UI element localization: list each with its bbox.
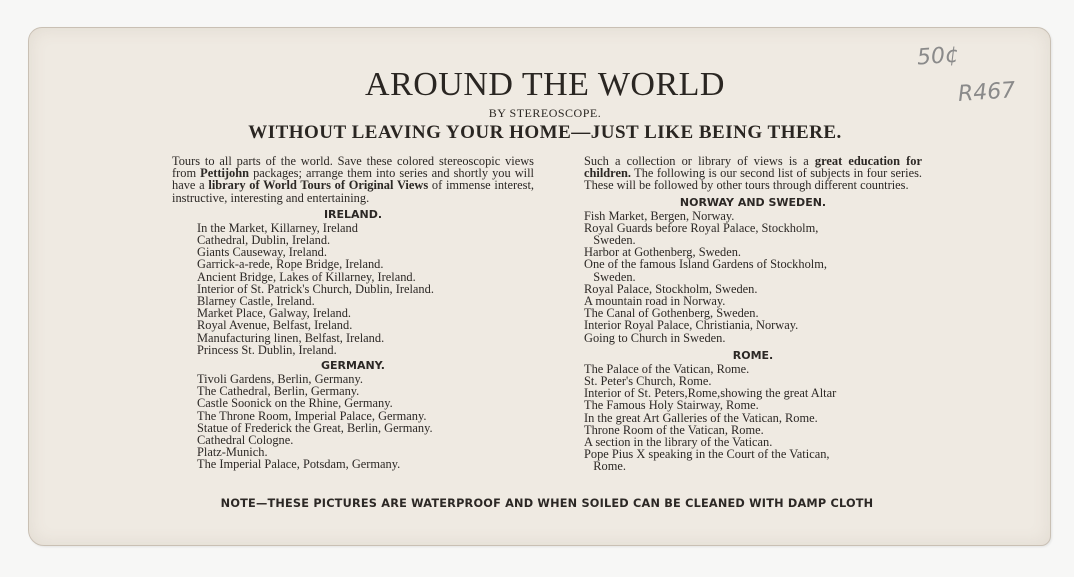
list-item: Sweden. [584, 269, 636, 284]
list-item: Castle Soonick on the Rhine, Germany. [197, 396, 393, 411]
rome-list [584, 363, 922, 473]
list-item: Interior of St. Patrick's Church, Dublin, Ireland. [197, 281, 434, 296]
list-item: Interior Royal Palace, Christiania, Norway. [584, 318, 799, 333]
list-item: Cathedral Cologne. [197, 433, 294, 448]
intro-paragraph-right [584, 155, 922, 192]
list-item: Rome. [584, 459, 626, 474]
list-item: The Imperial Palace, Potsdam, Germany. [197, 457, 401, 472]
list-item: Ancient Bridge, Lakes of Killarney, Ireland. [197, 269, 416, 284]
list-item: Harbor at Gothenberg, Sweden. [584, 245, 742, 260]
intro-left-bold-2: library of World Tours of Original Views [208, 178, 429, 193]
pencil-price-note: 50¢ [916, 42, 960, 71]
card-tagline: WITHOUT LEAVING YOUR HOME—JUST LIKE BEING THERE. [248, 122, 842, 143]
section-heading-germany: GERMANY. [320, 359, 385, 373]
card-title: AROUND THE WORLD [365, 66, 725, 103]
card-subtitle: BY STEREOSCOPE. [488, 106, 602, 120]
list-item: Sweden. [584, 233, 636, 248]
list-item: Throne Room of the Vatican, Rome. [584, 422, 764, 437]
intro-left-text-1: Tours to all parts of the world. Save these colored stereoscopic views from [172, 154, 534, 181]
list-item: Pope Pius X speaking in the Court of the Vatican, [584, 447, 830, 462]
list-item: Blarney Castle, Ireland. [197, 294, 315, 309]
list-item: A mountain road in Norway. [584, 294, 726, 309]
list-item: Platz-Munich. [197, 445, 268, 460]
list-item: Royal Avenue, Belfast, Ireland. [197, 318, 353, 333]
list-item: Royal Guards before Royal Palace, Stockholm, [584, 220, 819, 235]
list-item: One of the famous Island Gardens of Stockholm, [584, 257, 827, 272]
intro-right-text-1: Such a collection or library of views is a [584, 154, 815, 168]
list-item: St. Peter's Church, Rome. [584, 374, 712, 389]
intro-left-bold-1: Pettijohn [200, 166, 250, 181]
section-heading-ireland: IRELAND. [323, 207, 383, 221]
germany-list [197, 373, 534, 471]
intro-right-text-2: The following is our second list of subjects in four series. These will be followed by other tours through different countries. [584, 166, 922, 193]
list-item: Cathedral, Dublin, Ireland. [197, 233, 331, 248]
list-item: Royal Palace, Stockholm, Sweden. [584, 281, 758, 296]
list-item: Manufacturing linen, Belfast, Ireland. [197, 330, 385, 345]
list-item: The Famous Holy Stairway, Rome. [584, 398, 759, 413]
section-heading-norway-sweden: NORWAY AND SWEDEN. [679, 195, 827, 209]
right-column [584, 155, 922, 473]
list-item: Market Place, Galway, Ireland. [197, 306, 352, 321]
section-heading-rome: ROME. [732, 348, 774, 362]
list-item: The Canal of Gothenberg, Sweden. [584, 306, 759, 321]
list-item: Garrick-a-rede, Rope Bridge, Ireland. [197, 257, 384, 272]
list-item: Going to Church in Sweden. [584, 330, 726, 345]
list-item: Statue of Frederick the Great, Berlin, Germany. [197, 420, 433, 435]
intro-paragraph-left [172, 155, 534, 204]
left-column [172, 155, 534, 471]
list-item: The Throne Room, Imperial Palace, Germany. [197, 408, 427, 423]
ireland-list [197, 222, 534, 356]
intro-left-text-2: packages; arrange them into series and shortly you will have a [172, 166, 534, 193]
pencil-code-note: R467 [957, 78, 1017, 107]
norway-sweden-list [584, 210, 922, 344]
list-item: Fish Market, Bergen, Norway. [584, 208, 735, 223]
care-note: NOTE—THESE PICTURES ARE WATERPROOF AND WHEN SOILED CAN BE CLEANED WITH DAMP CLOTH [220, 497, 874, 510]
list-item: Interior of St. Peters,Rome,showing the great Altar [584, 386, 837, 401]
list-item: A section in the library of the Vatican. [584, 435, 773, 450]
intro-left-text-3: of immense interest, instructive, interesting and entertaining. [172, 178, 534, 205]
list-item: Tivoli Gardens, Berlin, Germany. [197, 372, 363, 387]
list-item: Giants Causeway, Ireland. [197, 245, 327, 260]
list-item: Princess St. Dublin, Ireland. [197, 342, 337, 357]
list-item: In the great Art Galleries of the Vatican, Rome. [584, 410, 818, 425]
list-item: In the Market, Killarney, Ireland [197, 220, 358, 235]
list-item: The Cathedral, Berlin, Germany. [197, 384, 360, 399]
intro-right-bold-1: great education for children. [584, 154, 922, 181]
list-item: The Palace of the Vatican, Rome. [584, 361, 750, 376]
